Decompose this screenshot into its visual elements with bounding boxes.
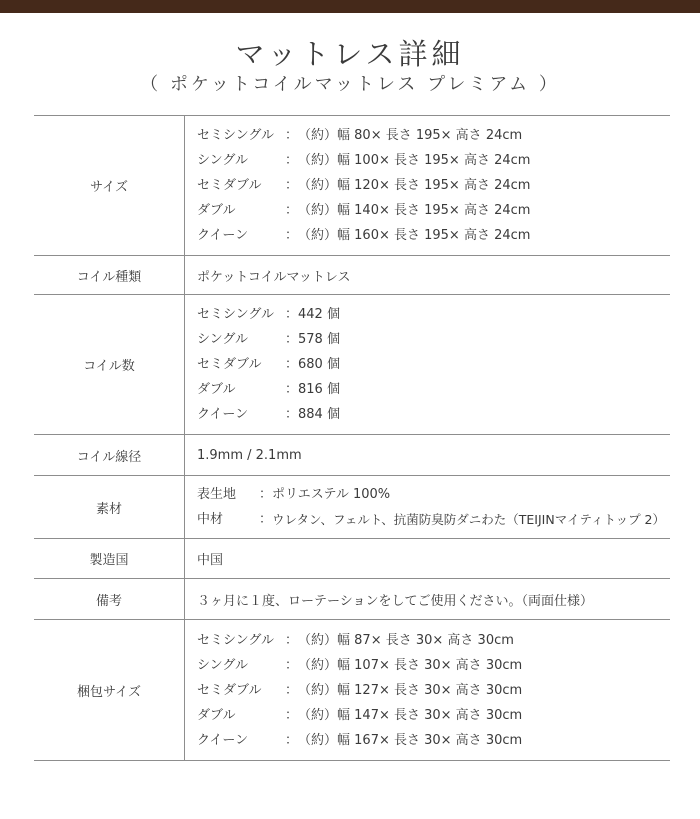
row-coil-gauge [34,435,670,476]
row-coil-count [34,295,670,435]
row-label: サイズ [34,116,185,256]
spec-line: セミダブル ： 680 個 [197,357,340,372]
spec-line: シングル ： （約）幅 100× 長さ 195× 高さ 24cm [197,153,531,168]
row-country [34,539,670,579]
row-package-size [34,620,670,761]
row-value: ３ヶ月に１度、ローテーションをしてご使用ください。（両面仕様） [185,579,671,620]
spec-line: 表生地 ： ポリエステル 100% [197,487,391,502]
spec-line: クイーン ： 884 個 [197,407,340,422]
spec-line: セミダブル ： （約）幅 127× 長さ 30× 高さ 30cm [197,682,523,698]
spec-table [34,115,670,761]
row-label: 梱包サイズ [34,620,185,761]
row-label: コイル数 [34,295,185,435]
page-title: マットレス詳細 [235,37,465,71]
spec-line: クイーン ： （約）幅 167× 長さ 30× 高さ 30cm [197,732,523,748]
row-label: コイル線径 [34,435,185,476]
top-bar [0,0,700,13]
row-value: ポケットコイルマットレス [185,256,671,295]
row-material [34,476,670,539]
spec-line: シングル ： 578 個 [197,332,340,347]
spec-line: セミシングル ： （約）幅 80× 長さ 195× 高さ 24cm [197,128,523,143]
row-size [34,116,670,256]
spec-line: ダブル ： （約）幅 147× 長さ 30× 高さ 30cm [197,707,523,723]
spec-line: シングル ： （約）幅 107× 長さ 30× 高さ 30cm [197,657,523,673]
row-label: 素材 [34,476,185,539]
row-value: 中国 [185,539,671,579]
row-notes [34,579,670,620]
row-label: 備考 [34,579,185,620]
spec-line: セミダブル ： （約）幅 120× 長さ 195× 高さ 24cm [197,178,531,193]
spec-line: ダブル ： 816 個 [197,382,340,397]
spec-line: クイーン ： （約）幅 160× 長さ 195× 高さ 24cm [197,228,531,243]
row-label: コイル種類 [34,256,185,295]
row-label: 製造国 [34,539,185,579]
row-value: 1.9mm / 2.1mm [185,435,671,476]
page-subtitle: （ ポケットコイルマットレス プレミアム ） [140,74,560,95]
spec-line: セミシングル ： 442 個 [197,307,340,322]
spec-line: 中材 ： ウレタン、フェルト、抗菌防臭防ダニわた（TEIJINマイティトップ 2） [197,512,666,527]
spec-line: セミシングル ： （約）幅 87× 長さ 30× 高さ 30cm [197,632,514,648]
spec-line: ダブル ： （約）幅 140× 長さ 195× 高さ 24cm [197,203,531,218]
row-coil-type [34,256,670,295]
